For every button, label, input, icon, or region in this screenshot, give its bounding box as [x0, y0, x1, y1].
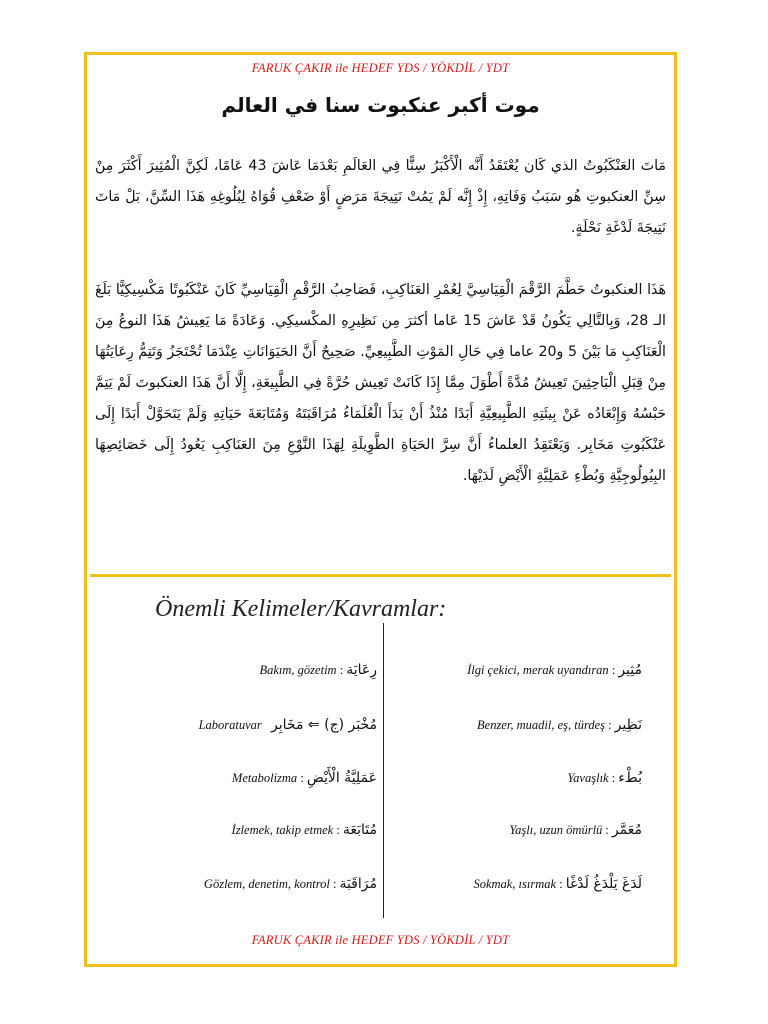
- vocab-meaning: Yavaşlık: [567, 770, 609, 785]
- paragraph-1: مَاتَ العَنْكَبُوتُ الذي كَان يُعْتَقَدُ أَنَّه الْأَكْبَرُ سِنًّا فِي العَالَمِ بَعْدَمَا عَاشَ 43 عَامًا، لَكِنَّ الْمُثِيرَ أَكْثَرَ مِنْ سِنِّ العنكبوتِ هُو سَبَبُ وَفَاتِهِ، إِذْ إِنَّه لَمْ يَمُتْ نَتِيجَةَ مَرَضٍ أَوْ ضَعْفِ قُوَاهُ لِبُلُوغِهِ هَذَا السِّنَّ، بَلْ مَاتَ نَتِيجَةَ لَدْغَةِ نَحْلَةٍ.: [95, 158, 666, 236]
- vocab-meaning: Laboratuvar: [198, 717, 262, 732]
- vocab-word: مُثِير: [618, 662, 642, 678]
- vocab-entry: İzlemek, takip etmek : مُتَابَعَة: [231, 822, 377, 838]
- vocab-meaning: Metabolizma: [231, 770, 298, 785]
- vocab-word: مُرَاقَبَة: [339, 876, 377, 892]
- vocab-entry: Benzer, muadil, eş, türdeş : نَظِير: [477, 717, 642, 733]
- page-frame: [84, 52, 677, 967]
- vocab-word: عَمَلِيَّةُ الْأَيْضِ: [306, 770, 377, 786]
- vocab-meaning: Bakım, gözetim: [259, 662, 337, 677]
- vocab-meaning: Sokmak, ısırmak: [473, 876, 557, 891]
- column-separator: [383, 623, 384, 918]
- page-header: FARUK ÇAKIR ile HEDEF YDS / YÖKDİL / YDT: [251, 61, 510, 75]
- vocab-word: بُطْء: [618, 770, 642, 786]
- vocab-meaning: Gözlem, denetim, kontrol: [203, 876, 330, 891]
- vocab-word: مُخْبَر (ج) ⇐ مَخَابِر: [271, 717, 377, 733]
- paragraph-2: هَذَا العنكبوتُ حَطَّمَ الرَّقْمَ الْقِيَاسِيَّ لِعُمْرِ العَنَاكِبِ، فَصَاحِبُ الرَّقْمِ الْقِيَاسِيِّ كَانَ عَنْكَبُوتًا مَكْسِيكِيًّا بَلَغَ الـ 28، وَبِالتَّالِي يَكُونُ قَدْ عَاشَ 15 عَاما أكثرَ مِن نَظِيرِهِ المكْسيكِي. وَعَادَةً مَا يَعِيشُ هَذَا النوعُ مِنَ الْعَنَاكِبِ مَا بَيْنَ 5 و20 عاما فِي حَالِ المَوْتِ الطَّبِيعِيِّ. صَحِيحٌ أَنَّ الحَيَوَانَاتِ عِنْدَمَا تُحْتَجَزُ وَتَتِمُّ رِعَايَتُهَا مِنْ قِبَلِ الْبَاحِثِينَ تَعِيشُ مُدَّةً أَطْوَلَ مِمَّا إِذَا كَانَتْ تَعِيش حُرَّةً فِي الطَّبِيعَةِ، إِلَّا أَنَّ هَذَا العنكبوتَ لَمْ يَتِمَّ حَبْسُهُ وَإِبْعَادُه عَنْ بِيئَتِهِ الطَّبِيعِيَّةِ أَبَدًا مُنْذُ أَنْ بَدَأَ الْعُلَمَاءُ مُرَاقَبَتَهُ وَمُتَابَعَةَ حَيَاتِهِ وَلَمْ يَتَحَوَّلْ أَبَدًا إِلَى عَنْكَبُوتِ مَخَابِر. وَيَعْتَقِدُ العلماءُ أَنَّ سِرَّ الحَيَاةِ الطَّوِيلَةِ لِهَذَا النَّوْعِ مِنَ العَنَاكِبِ يَعُودُ إِلَى خَصَائِصِهَا البِيُولُوجِيَّةِ وَبُطْءِ عَمَلِيَّةِ الْأَيْضِ لَدَيْهَا.: [95, 282, 666, 484]
- page-title: موت أكبر عنكبوت سنا في العالم: [221, 93, 540, 117]
- vocabulary-heading: Önemli Kelimeler/Kavramlar:: [155, 596, 447, 622]
- vocab-word: مُتَابَعَة: [342, 822, 377, 838]
- vocab-meaning: İlgi çekici, merak uyandıran: [467, 662, 609, 677]
- vocab-meaning: Benzer, muadil, eş, türdeş: [477, 717, 606, 732]
- vocab-entry: Bakım, gözetim : رِعَايَة: [259, 662, 377, 678]
- vocab-entry: [142, 710, 377, 740]
- vocab-meaning: Yaşlı, uzun ömürlü: [509, 822, 603, 837]
- vocab-word: رِعَايَة: [346, 662, 377, 678]
- vocab-meaning: İzlemek, takip etmek: [231, 822, 334, 837]
- vocab-entry: Sokmak, ısırmak : لَدَغَ يَلْدَغُ لَدْغًا: [473, 876, 642, 892]
- vocab-entry: Yaşlı, uzun ömürlü : مُعَمَّر: [509, 822, 642, 838]
- vocab-word: مُعَمَّر: [611, 822, 642, 838]
- page-footer: FARUK ÇAKIR ile HEDEF YDS / YÖKDİL / YDT: [251, 933, 510, 947]
- vocab-entry: Gözlem, denetim, kontrol : مُرَاقَبَة: [203, 876, 377, 892]
- vocab-entry: Yavaşlık : بُطْء: [567, 770, 642, 786]
- vocab-entry: İlgi çekici, merak uyandıran : مُثِير: [467, 662, 642, 678]
- vocab-word: نَظِير: [614, 717, 642, 733]
- vocab-word: لَدَغَ يَلْدَغُ لَدْغًا: [565, 876, 642, 892]
- section-divider: [90, 574, 671, 577]
- vocab-entry: Metabolizma : عَمَلِيَّةُ الْأَيْضِ: [231, 770, 377, 786]
